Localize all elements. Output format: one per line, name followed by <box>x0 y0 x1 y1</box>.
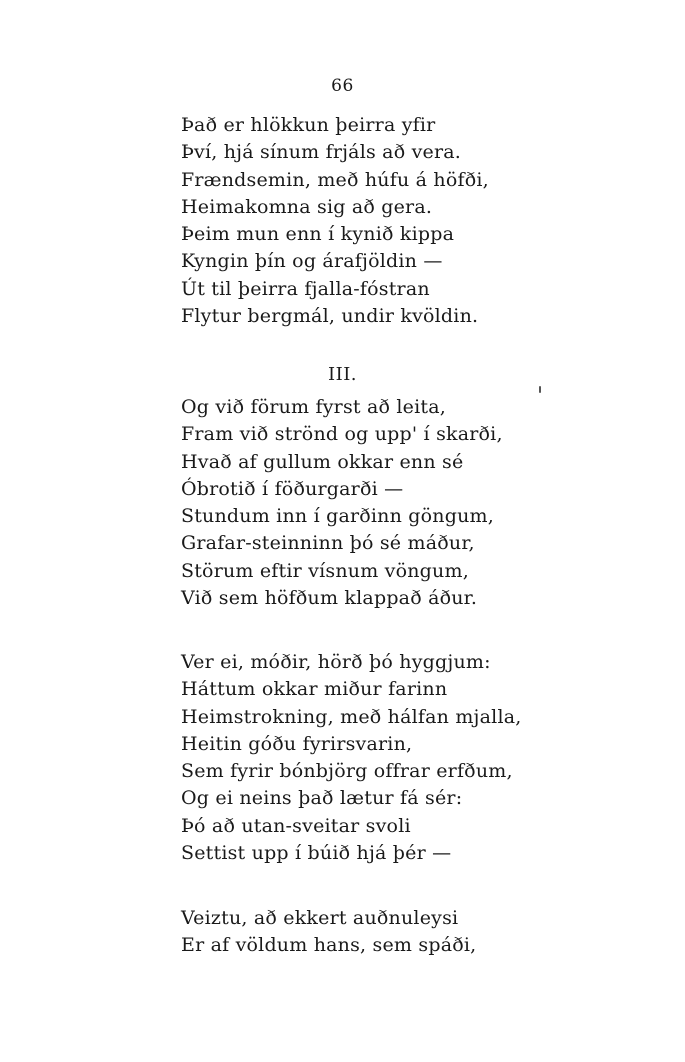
poem-line: Heimstrokning, með hálfan mjalla, <box>181 705 522 728</box>
poem-line: Sem fyrir bónbjörg offrar erfðum, <box>181 760 513 783</box>
poem-line: Við sem höfðum klappað áður. <box>181 587 478 610</box>
poem-line: Er af völdum hans, sem spáði, <box>181 934 477 957</box>
poem-line: Kyngin þín og árafjöldin — <box>181 250 443 273</box>
poem-line: Það er hlökkun þeirra yfir <box>181 114 436 136</box>
poem-line: Háttum okkar miður farinn <box>181 678 448 701</box>
stanza-2 <box>181 394 503 612</box>
poem-line: Út til þeirra fjalla-fóstran <box>181 277 430 300</box>
poem-line: Óbrotið í föðurgarði — <box>181 477 404 500</box>
poem-line: Og ei neins það lætur fá sér: <box>181 787 463 810</box>
stanza-1 <box>181 112 489 330</box>
poem-line: Þó að utan-sveitar svoli <box>181 814 411 837</box>
poem-line: Frændsemin, með húfu á höfði, <box>181 168 489 191</box>
poem-line: Því, hjá sínum frjáls að vera. <box>181 141 462 164</box>
poem-line: Fram við strönd og upp' í skarði, <box>181 423 503 446</box>
poem-line: Þeim mun enn í kynið kippa <box>181 223 455 246</box>
page-number: 66 <box>331 76 354 96</box>
stanza-4 <box>181 905 476 960</box>
poem-line: Heitin góðu fyrirsvarin, <box>181 732 413 755</box>
poem-line: Veiztu, að ekkert auðnuleysi <box>181 907 459 929</box>
poem-line: Og við förum fyrst að leita, <box>181 396 446 418</box>
poem-line: Störum eftir vísnum vöngum, <box>181 559 469 582</box>
poem-line: Grafar-steinninn þó sé máður, <box>181 532 475 555</box>
poem-line: Hvað af gullum okkar enn sé <box>181 450 464 473</box>
poem-line: Flytur bergmál, undir kvöldin. <box>181 305 479 328</box>
section-heading: III. <box>327 364 358 385</box>
print-speck <box>539 386 541 393</box>
poem-line: Stundum inn í garðinn göngum, <box>181 505 494 528</box>
poem-line: Settist upp í búið hjá þér — <box>181 842 452 865</box>
poem-line: Ver ei, móðir, hörð þó hyggjum: <box>181 651 491 673</box>
stanza-3 <box>181 649 522 867</box>
poem-line: Heimakomna sig að gera. <box>181 195 433 218</box>
